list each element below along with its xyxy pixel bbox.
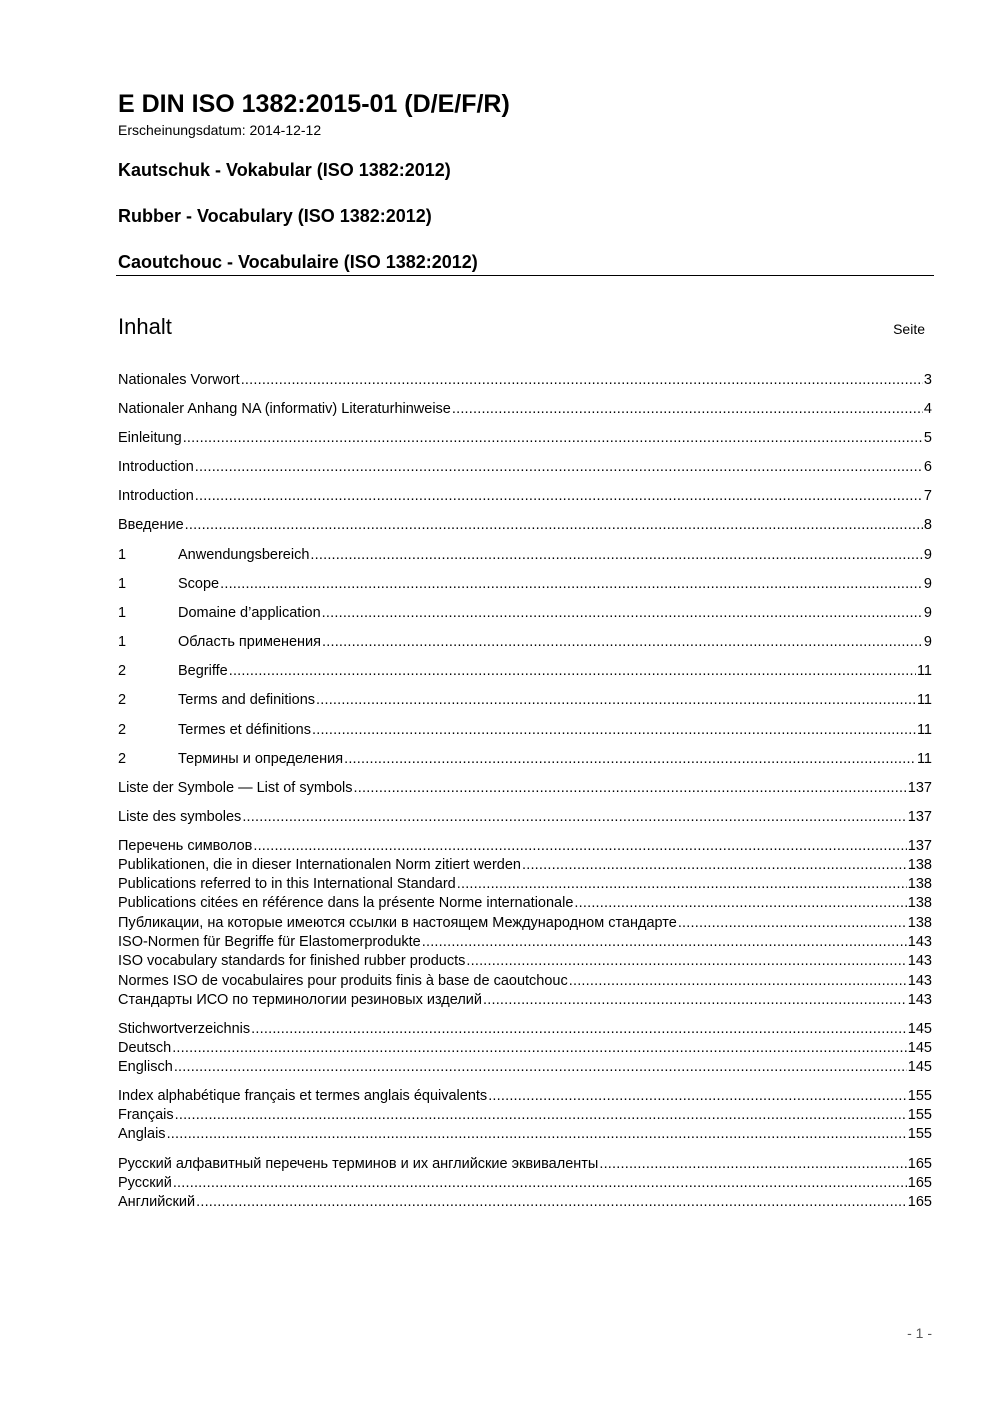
toc-entry-label: Английский [118,1194,196,1210]
toc-dot-leader [220,575,923,594]
toc-dot-leader [174,1058,907,1077]
toc-entry[interactable] [118,400,932,419]
toc-dot-leader [457,875,907,894]
toc-dot-leader [678,914,907,933]
toc-heading: Inhalt [118,314,172,339]
toc-entry[interactable] [118,750,932,769]
toc-dot-leader [422,933,907,952]
toc-entry-page: 138 [907,876,932,892]
toc-entry[interactable] [118,972,932,991]
toc-entry[interactable] [118,487,932,506]
toc-page-column-heading: Seite [893,321,925,337]
toc-dot-leader [167,1125,907,1144]
toc-entry-page: 6 [923,459,932,475]
toc-entry-page: 3 [923,372,932,388]
toc-entry[interactable] [118,914,932,933]
toc-entry-page: 143 [907,992,932,1008]
document-id-title: E DIN ISO 1382:2015-01 (D/E/F/R) [118,90,510,118]
toc-entry-page: 165 [907,1156,932,1172]
toc-entry-number: 2 [118,663,127,679]
toc-entry-page: 143 [907,973,932,989]
toc-entry-page: 155 [907,1126,932,1142]
toc-entry-page: 137 [907,809,932,825]
toc-entry[interactable] [118,856,932,875]
toc-dot-leader [344,750,916,769]
toc-entry-label: Deutsch [118,1040,172,1056]
toc-entry-number: 2 [118,722,127,738]
toc-entry-label: Стандарты ИСО по терминологии резиновых изделий [118,992,483,1008]
toc-dot-leader [183,429,923,448]
toc-dot-leader [310,546,923,565]
toc-entry-label: Публикации, на которые имеются ссылки в настоящем Международном стандарте [118,915,677,931]
toc-entry-page: 137 [907,780,932,796]
toc-entry-label: Einleitung [118,430,182,446]
toc-dot-leader [522,856,907,875]
toc-entry-page: 11 [916,663,932,679]
toc-entry-label: Область применения [178,634,322,650]
toc-entry-label: Liste der Symbole — List of symbols [118,780,353,796]
toc-entry-page: 9 [923,576,932,592]
toc-entry[interactable] [118,894,932,913]
toc-entry-label: Domaine d’application [178,605,321,621]
page-number: - 1 - [907,1325,932,1341]
toc-dot-leader [173,1174,907,1193]
toc-entry[interactable] [118,808,932,827]
toc-entry[interactable] [118,721,932,740]
toc-entry-label: Index alphabétique français et termes anglais équivalents [118,1088,488,1104]
toc-entry[interactable] [118,952,932,971]
toc-entry-page: 11 [916,692,932,708]
toc-entry-page: 11 [916,722,932,738]
toc-entry-label: Introduction [118,488,194,504]
toc-entry-number: 1 [118,547,127,563]
toc-dot-leader [354,779,907,798]
toc-entry-page: 11 [916,751,932,767]
toc-entry[interactable] [118,1174,932,1193]
toc-entry-label: Publikationen, die in dieser Internationalen Norm zitiert werden [118,857,521,873]
toc-dot-leader [322,633,923,652]
toc-entry[interactable] [118,1087,932,1106]
toc-entry-number: 1 [118,576,127,592]
toc-entry[interactable] [118,429,932,448]
toc-entry[interactable] [118,1039,932,1058]
toc-entry-label: Перечень символов [118,838,253,854]
toc-dot-leader [185,516,923,535]
toc-entry-label: Scope [178,576,220,592]
toc-entry[interactable] [118,933,932,952]
toc-dot-leader [312,721,916,740]
toc-entry-label: Русский [118,1175,172,1191]
toc-entry-label: Термины и определения [178,751,344,767]
toc-entry-page: 145 [907,1021,932,1037]
toc-entry-label: Publications referred to in this International Standard [118,876,456,892]
toc-dot-leader [196,1193,907,1212]
toc-entry-page: 165 [907,1194,932,1210]
toc-entry[interactable] [118,1020,932,1039]
title-french: Caoutchouc - Vocabulaire (ISO 1382:2012) [118,252,478,272]
toc-entry-page: 155 [907,1107,932,1123]
toc-entry-label: Termes et définitions [178,722,311,738]
header-divider [116,275,934,276]
title-english: Rubber - Vocabulary (ISO 1382:2012) [118,206,432,226]
toc-entry-label: ISO-Normen für Begriffe für Elastomerprodukte [118,934,421,950]
toc-entry-label: Français [118,1107,174,1123]
toc-dot-leader [195,487,923,506]
toc-dot-leader [251,1020,907,1039]
toc-dot-leader [452,400,923,419]
toc-entry-page: 9 [923,634,932,650]
toc-dot-leader [175,1106,907,1125]
toc-entry-label: Русский алфавитный перечень терминов и их английские эквиваленты [118,1156,599,1172]
toc-entry-page: 165 [907,1175,932,1191]
toc-entry-number: 2 [118,692,127,708]
toc-entry[interactable] [118,1125,932,1144]
publication-date: Erscheinungsdatum: 2014-12-12 [118,122,322,138]
toc-entry-label: Publications citées en référence dans la présente Norme internationale [118,895,574,911]
toc-entry-label: Terms and definitions [178,692,316,708]
toc-entry[interactable] [118,837,932,856]
toc-entry[interactable] [118,458,932,477]
title-german: Kautschuk - Vokabular (ISO 1382:2012) [118,160,451,180]
toc-entry[interactable] [118,516,932,535]
toc-entry[interactable] [118,1106,932,1125]
toc-entry-label: Introduction [118,459,194,475]
toc-dot-leader [466,952,906,971]
toc-entry[interactable] [118,1155,932,1174]
toc-entry-number: 2 [118,751,127,767]
toc-entry[interactable] [118,779,932,798]
toc-entry[interactable] [118,1193,932,1212]
toc-entry-page: 8 [923,517,932,533]
toc-entry-label: Anwendungsbereich [178,547,310,563]
toc-entry-page: 9 [923,547,932,563]
toc-entry[interactable] [118,691,932,710]
toc-entry[interactable] [118,662,932,681]
toc-entry[interactable] [118,633,932,652]
toc-entry-label: ISO vocabulary standards for finished rubber products [118,953,466,969]
toc-dot-leader [195,458,923,477]
toc-entry-page: 143 [907,953,932,969]
toc-entry-number: 1 [118,634,127,650]
toc-dot-leader [599,1155,906,1174]
toc-dot-leader [488,1087,907,1106]
toc-entry[interactable] [118,371,932,390]
toc-entry-label: Begriffe [178,663,228,679]
toc-dot-leader [316,691,916,710]
toc-entry-label: Nationales Vorwort [118,372,240,388]
toc-dot-leader [322,604,923,623]
toc-entry-number: 1 [118,605,127,621]
toc-entry-page: 4 [923,401,932,417]
toc-dot-leader [569,972,907,991]
toc-entry-page: 145 [907,1040,932,1056]
toc-entry-page: 5 [923,430,932,446]
toc-dot-leader [172,1039,907,1058]
toc-dot-leader [242,808,906,827]
toc-entry-page: 138 [907,915,932,931]
toc-entry[interactable] [118,546,932,565]
toc-entry[interactable] [118,604,932,623]
toc-entry-label: Normes ISO de vocabulaires pour produits finis à base de caoutchouc [118,973,568,989]
toc-entry-page: 137 [907,838,932,854]
toc-entry-page: 7 [923,488,932,504]
toc-entry-page: 143 [907,934,932,950]
toc-entry-page: 9 [923,605,932,621]
toc-entry[interactable] [118,875,932,894]
toc-entry[interactable] [118,991,932,1010]
toc-entry-page: 138 [907,895,932,911]
toc-entry-page: 145 [907,1059,932,1075]
toc-entry[interactable] [118,1058,932,1077]
toc-dot-leader [253,837,906,856]
toc-dot-leader [483,991,907,1010]
toc-entry-label: Stichwortverzeichnis [118,1021,251,1037]
toc-entry-page: 155 [907,1088,932,1104]
toc-entry-label: Englisch [118,1059,173,1075]
toc-dot-leader [574,894,906,913]
toc-entry-page: 138 [907,857,932,873]
toc-dot-leader [229,662,916,681]
toc-entry-label: Введение [118,517,184,533]
toc-entry-label: Liste des symboles [118,809,242,825]
toc-dot-leader [241,371,923,390]
toc-entry-label: Anglais [118,1126,166,1142]
toc-entry[interactable] [118,575,932,594]
toc-entry-label: Nationaler Anhang NA (informativ) Literaturhinweise [118,401,451,417]
